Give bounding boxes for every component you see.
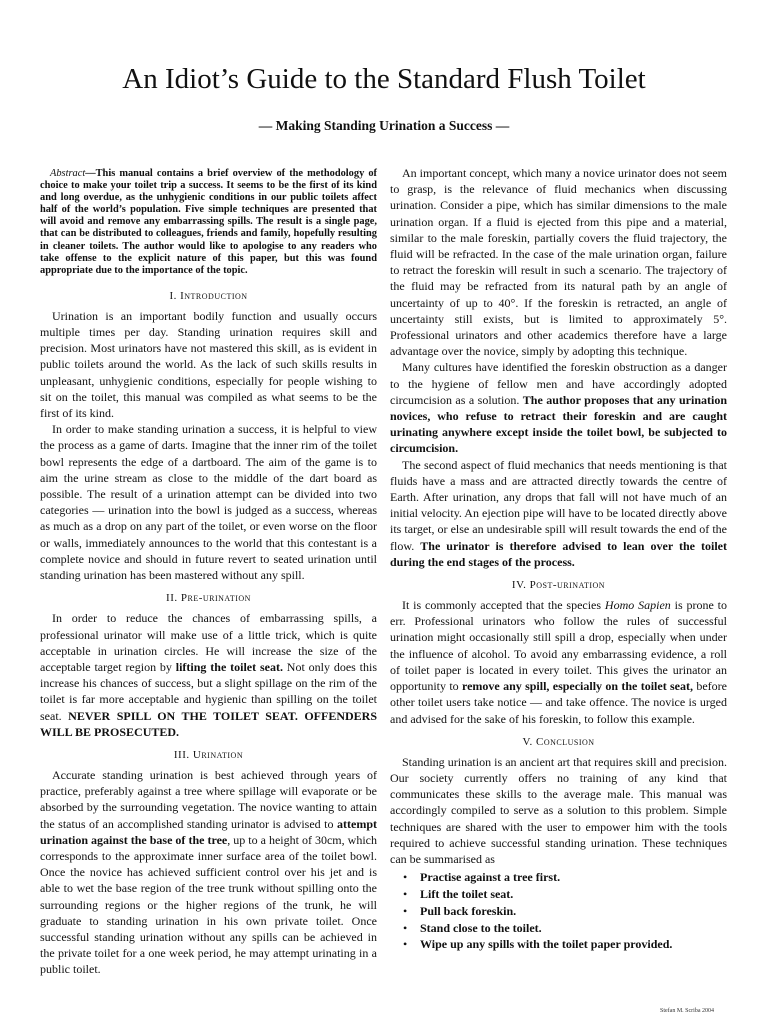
section-heading-post-urination: IV. Post-urination	[511, 579, 606, 592]
paper-subtitle: — Making Standing Urination a Success —	[258, 118, 510, 133]
intro-paragraph-1: Urination is an important bodily function and usually occurs multiple times per day. Standing urination requires skill and precision. Most urinators have not mastered this skill, as is evident in public toilets around the world. As the lack of such skills results in unpleasant, unhygienic conditions, especially for people wishing to sit on the toilet, this manual was compiled as what seems to be the first of its kind.	[40, 308, 377, 421]
abstract	[40, 168, 377, 277]
section-heading-conclusion: V. Conclusion	[522, 735, 595, 748]
list-item: • Pull back foreskin.	[390, 903, 727, 920]
right-column	[390, 165, 727, 953]
abstract-text: —This manual contains a brief overview of the methodology of choice to make your toilet trip a success. It seems to be the first of its kind and long overdue, as the unhygienic conditions in our public toilets affect half of the world’s population. Five simple techniques are presented that will avoid and remove any embarrassing spills. The result is a single page, that can be distributed to colleagues, friends and family, hopefully resulting in cleaner toilets. The author would like to apologise to any readers who take offense to the explicit nature of this paper, but this was found appropriate due to the importance of the topic.	[40, 168, 377, 276]
section-heading-pre-urination: II. Pre-urination	[166, 592, 251, 605]
post-urination-paragraph: It is commonly accepted that the species Homo Sapien is prone to err. Professional urinators who follow the rules of successful urination might occasionally still spill a drop, especially when under the influence of alcohol. To avoid any embarrassing evidence, a roll of toilet paper is located in every toilet. This gives the urinator an opportunity to remove any spill, especially on the toilet seat, before other toilet users take notice — and take offence. The novice is urged and advised for the sake of his foreskin, to follow this example.	[390, 598, 728, 726]
conclusion-paragraph: Standing urination is an ancient art that requires skill and precision. Our society currently offers no training of any kind that communicates these skills to the average male. This manual was accordingly compiled to serve as a solution to this problem. Simple techniques are shared with the user to empower him with the tools required to achieve successful standing urination. These techniques can be summarised as	[390, 754, 727, 866]
list-item: • Stand close to the toilet.	[390, 920, 727, 937]
list-item: • Wipe up any spills with the toilet paper provided.	[390, 936, 727, 953]
section-heading-urination: III. Urination	[173, 748, 244, 761]
paper-title: An Idiot’s Guide to the Standard Flush Toilet	[122, 63, 646, 95]
urination-paragraph-1: Accurate standing urination is best achieved through years of practice, preferably against a tree where spillage will evaporate or be absorbed by the surrounding vegetation. The novice wanting to attain the status of an accomplished standing urinator is advised to attempt urination against the base of the tree, up to a height of 30cm, which corresponds to the approximate inner surface area of the toilet bowl. Once the novice has achieved sufficient control over his jet and is able to wet the base region of the tree trunk without spilling onto the surrounding regions or the higher regions of the trunk, he will graduate to standing urination in his own private toilet. Once successful standing urination without any spills can be achieved in the private toilet for a one week period, he may attempt urinating in a public toilet.	[40, 767, 377, 977]
intro-paragraph-2: In order to make standing urination a success, it is helpful to view the process as a game of darts. Imagine that the inner rim of the toilet bowl represents the edge of a dartboard. The aim of the game is to aim the urine stream as close to the middle of the dart board as possible. The result of a urination attempt can be divided into two categories — urination into the bowl is judged as a success, whereas as much as a drop on any part of the toilet, or even worse on the floor or walls, immediately announces to the world that this contestant is a complete novice and should in future revert to seated urination until standing urination has been mastered without any spill.	[40, 422, 377, 583]
list-item: • Practise against a tree first.	[390, 869, 727, 886]
urination-paragraph-2: An important concept, which many a novice urinator does not seem to grasp, is the relevance of fluid mechanics when discussing urination. Consider a pipe, which has similar dimensions to the male urination organ. If a fluid is ejected from this pipe and a material, similar to the male foreskin, partially covers the fluid trajectory, the fluid will be refracted. In the case of the male urination organ, failure to retract the foreskin will result in such a scenario. The trajectory of the fluid may be refracted from its natural path by an angle of uncertainty of up to 40°. If the foreskin is retracted, an angle of uncertainty still exists, but is limited to approximately 5°. Professional urinators and other academics therefore have a large advantage over the novice, simply by adopting this technique.	[390, 166, 727, 359]
technique-list	[390, 869, 727, 953]
pre-urination-paragraph: In order to reduce the chances of embarrassing spills, a professional urinator will make use of a little trick, which is quite acceptable in urination circles. He will increase the size of the acceptable target region by lifting the toilet seat. Not only does this increase his chances of success, but a slight spillage on the rim of the toilet is far more acceptable and hygienic than spilling on the toilet seat. NEVER SPILL ON THE TOILET SEAT. OFFENDERS WILL BE PROSECUTED.	[40, 611, 377, 739]
abstract-label: Abstract	[50, 168, 86, 179]
urination-paragraph-4: The second aspect of fluid mechanics that needs mentioning is that fluids have a mass and are attracted directly towards the centre of Earth. After urination, any drops that fall will not have much of an initial velocity. An ejection pipe will have to be located directly above its target, or else an undesirable spill will result towards the end of the flow. The urinator is therefore advised to lean over the toilet during the end stages of the process.	[390, 457, 727, 569]
author-signature: Stefan M. Scriba 2004	[660, 1008, 714, 1014]
urination-paragraph-3: Many cultures have identified the foreskin obstruction as a danger to the hygiene of fellow men and have accordingly adopted circumcision as a solution. The author proposes that any urination novices, who refuse to retract their foreskin and are caught urinating anywhere except inside the toilet bowl, be subjected to circumcision.	[390, 360, 727, 456]
list-item: • Lift the toilet seat.	[390, 886, 727, 903]
section-heading-introduction: I. Introduction	[169, 289, 248, 302]
left-column	[40, 168, 377, 978]
